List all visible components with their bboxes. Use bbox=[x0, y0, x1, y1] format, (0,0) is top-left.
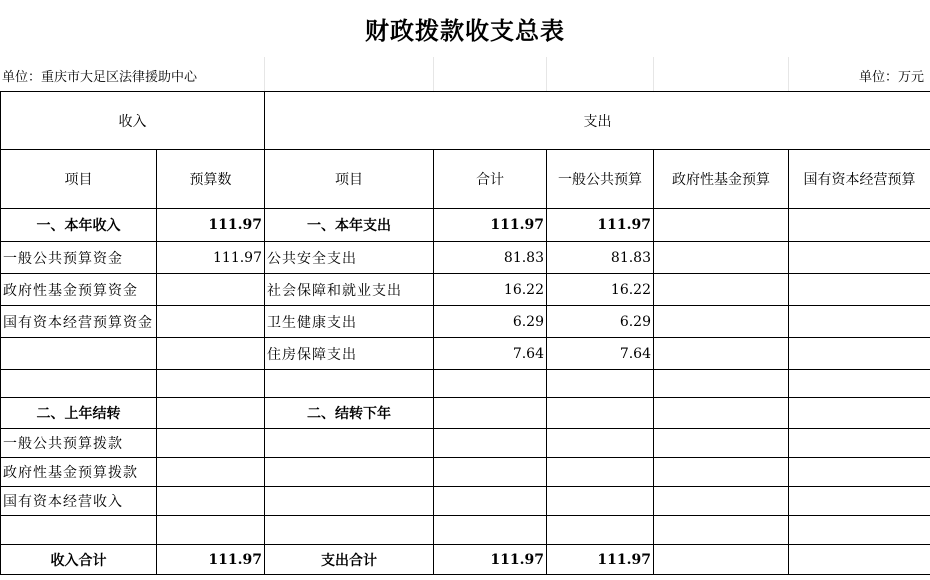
income-item bbox=[1, 370, 157, 398]
table-row bbox=[1, 458, 930, 487]
header-row-2 bbox=[1, 150, 930, 209]
income-item: 一、本年收入 bbox=[1, 209, 157, 242]
expense-capital bbox=[789, 370, 930, 398]
income-value bbox=[157, 398, 265, 429]
income-value bbox=[157, 487, 265, 516]
divider bbox=[788, 57, 789, 91]
expense-fund bbox=[654, 274, 789, 306]
expense-item bbox=[265, 516, 434, 545]
income-item: 国有资本经营预算资金 bbox=[1, 306, 157, 338]
expense-capital bbox=[789, 209, 930, 242]
table-row bbox=[1, 370, 930, 398]
expense-general bbox=[547, 458, 654, 487]
fund-budget-header: 政府性基金预算 bbox=[654, 150, 789, 209]
expense-item: 住房保障支出 bbox=[265, 338, 434, 370]
expense-general bbox=[547, 516, 654, 545]
income-value bbox=[157, 370, 265, 398]
expense-fund bbox=[654, 370, 789, 398]
income-item: 政府性基金预算资金 bbox=[1, 274, 157, 306]
income-value bbox=[157, 429, 265, 458]
expense-capital bbox=[789, 242, 930, 274]
income-value: 111.97 bbox=[157, 209, 265, 242]
table-row bbox=[1, 242, 930, 274]
income-total-value: 111.97 bbox=[157, 545, 265, 575]
general-budget-header: 一般公共预算 bbox=[547, 150, 654, 209]
divider bbox=[433, 57, 434, 91]
expense-capital bbox=[789, 429, 930, 458]
expense-total bbox=[434, 370, 547, 398]
expense-general: 16.22 bbox=[547, 274, 654, 306]
expense-fund bbox=[654, 306, 789, 338]
table-row bbox=[1, 398, 930, 429]
divider bbox=[653, 57, 654, 91]
expense-item bbox=[265, 429, 434, 458]
expense-item: 公共安全支出 bbox=[265, 242, 434, 274]
expense-item-header: 项目 bbox=[265, 150, 434, 209]
expense-total-value: 111.97 bbox=[434, 545, 547, 575]
budget-table bbox=[0, 91, 930, 575]
expense-capital bbox=[789, 487, 930, 516]
expense-total: 81.83 bbox=[434, 242, 547, 274]
total-header: 合计 bbox=[434, 150, 547, 209]
table-row bbox=[1, 429, 930, 458]
expense-fund bbox=[654, 516, 789, 545]
expense-total bbox=[434, 487, 547, 516]
expense-capital bbox=[789, 274, 930, 306]
table-row bbox=[1, 306, 930, 338]
expense-general bbox=[547, 398, 654, 429]
state-capital-budget-header: 国有资本经营预算 bbox=[789, 150, 930, 209]
expense-total-label: 支出合计 bbox=[265, 545, 434, 575]
expense-fund bbox=[654, 242, 789, 274]
table-row bbox=[1, 209, 930, 242]
divider bbox=[546, 57, 547, 91]
expense-item: 二、结转下年 bbox=[265, 398, 434, 429]
income-item bbox=[1, 338, 157, 370]
expense-fund bbox=[654, 398, 789, 429]
expense-total: 111.97 bbox=[434, 209, 547, 242]
expense-general: 7.64 bbox=[547, 338, 654, 370]
expense-general: 111.97 bbox=[547, 209, 654, 242]
expense-fund bbox=[654, 429, 789, 458]
expense-item: 社会保障和就业支出 bbox=[265, 274, 434, 306]
expense-total bbox=[434, 458, 547, 487]
header-row-1 bbox=[1, 92, 930, 150]
expense-fund bbox=[654, 487, 789, 516]
income-item: 一般公共预算资金 bbox=[1, 242, 157, 274]
income-total-label: 收入合计 bbox=[1, 545, 157, 575]
expense-item bbox=[265, 487, 434, 516]
expense-total: 6.29 bbox=[434, 306, 547, 338]
expense-fund bbox=[654, 458, 789, 487]
expense-general bbox=[547, 429, 654, 458]
income-value bbox=[157, 458, 265, 487]
table-row bbox=[1, 274, 930, 306]
totals-row bbox=[1, 545, 930, 575]
income-value bbox=[157, 516, 265, 545]
income-item bbox=[1, 516, 157, 545]
income-value bbox=[157, 274, 265, 306]
expense-total: 16.22 bbox=[434, 274, 547, 306]
org-label: 单位：重庆市大足区法律援助中心 bbox=[2, 70, 198, 85]
divider bbox=[264, 57, 265, 91]
income-budget-header: 预算数 bbox=[157, 150, 265, 209]
table-row bbox=[1, 487, 930, 516]
expense-general bbox=[547, 487, 654, 516]
income-item: 一般公共预算拨款 bbox=[1, 429, 157, 458]
expense-item bbox=[265, 370, 434, 398]
income-item-header: 项目 bbox=[1, 150, 157, 209]
table-row bbox=[1, 516, 930, 545]
unit-label: 单位：万元 bbox=[858, 70, 924, 85]
income-item: 政府性基金预算拨款 bbox=[1, 458, 157, 487]
expense-capital bbox=[789, 516, 930, 545]
income-header: 收入 bbox=[1, 92, 265, 150]
income-item: 国有资本经营收入 bbox=[1, 487, 157, 516]
expense-total: 7.64 bbox=[434, 338, 547, 370]
expense-fund bbox=[654, 209, 789, 242]
income-value bbox=[157, 338, 265, 370]
expense-header: 支出 bbox=[265, 92, 930, 150]
expense-total bbox=[434, 398, 547, 429]
expense-general-total: 111.97 bbox=[547, 545, 654, 575]
expense-total bbox=[434, 429, 547, 458]
expense-capital bbox=[789, 398, 930, 429]
table-row bbox=[1, 338, 930, 370]
income-value: 111.97 bbox=[157, 242, 265, 274]
expense-item: 卫生健康支出 bbox=[265, 306, 434, 338]
expense-fund-total bbox=[654, 545, 789, 575]
expense-fund bbox=[654, 338, 789, 370]
expense-general bbox=[547, 370, 654, 398]
unit-row bbox=[0, 57, 930, 91]
income-item: 二、上年结转 bbox=[1, 398, 157, 429]
expense-capital bbox=[789, 306, 930, 338]
expense-capital bbox=[789, 338, 930, 370]
expense-capital bbox=[789, 458, 930, 487]
expense-general: 6.29 bbox=[547, 306, 654, 338]
expense-general: 81.83 bbox=[547, 242, 654, 274]
expense-total bbox=[434, 516, 547, 545]
expense-item: 一、本年支出 bbox=[265, 209, 434, 242]
income-value bbox=[157, 306, 265, 338]
expense-capital-total bbox=[789, 545, 930, 575]
page-title: 财政拨款收支总表 bbox=[365, 16, 565, 45]
expense-item bbox=[265, 458, 434, 487]
